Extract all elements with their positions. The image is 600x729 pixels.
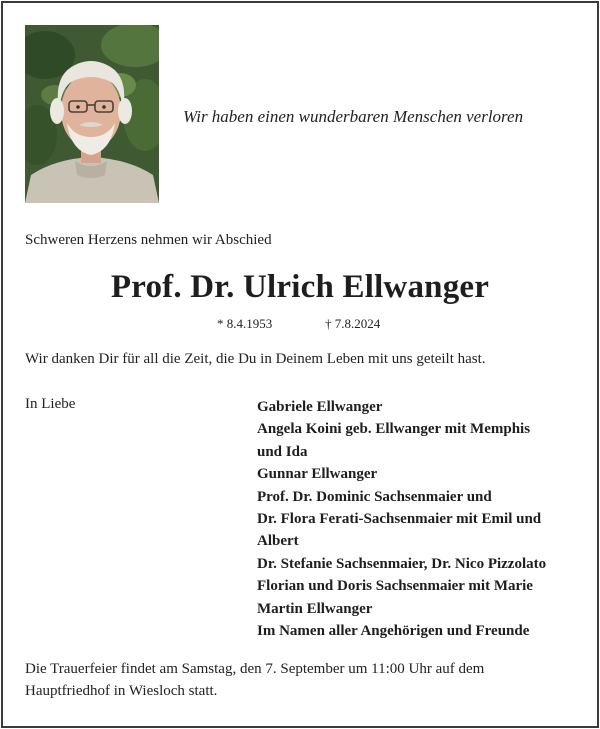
mourner-line: Dr. Stefanie Sachsenmaier, Dr. Nico Pizzolato	[257, 555, 547, 572]
funeral-line-2: Hauptfriedhof in Wiesloch statt.	[25, 683, 218, 699]
birth-date: * 8.4.1953	[217, 316, 273, 331]
mourner-line: Dr. Flora Ferati-Sachsenmaier mit Emil und	[257, 511, 542, 528]
funeral-notice	[25, 658, 585, 702]
portrait-photo	[25, 25, 159, 203]
mourner-line: Prof. Dr. Dominic Sachsenmaier und	[257, 488, 492, 505]
mourner-line: Gabriele Ellwanger	[257, 399, 383, 415]
mourner-line: Gunnar Ellwanger	[257, 466, 378, 483]
mourner-line: Albert	[257, 533, 299, 550]
death-date: † 7.8.2024	[325, 316, 381, 331]
mourner-line: und Ida	[257, 443, 308, 460]
motto: Wir haben einen wunderbaren Menschen verloren	[183, 107, 524, 126]
mourner-line: Angela Koini geb. Ellwanger mit Memphis	[257, 421, 531, 438]
obituary-frame	[1, 1, 599, 728]
deceased-name: Prof. Dr. Ulrich Ellwanger	[110, 269, 490, 305]
mourner-line: Im Namen aller Angehörigen und Freunde	[257, 623, 530, 640]
intro-text: Schweren Herzens nehmen wir Abschied	[25, 232, 272, 248]
closing-phrase: In Liebe	[25, 396, 76, 412]
funeral-line-1: Die Trauerfeier findet am Samstag, den 7. September um 11:00 Uhr auf dem	[25, 661, 485, 677]
mourners-list	[257, 396, 577, 642]
mourner-line: Florian und Doris Sachsenmaier mit Marie	[257, 578, 533, 595]
thanks-text: Wir danken Dir für all die Zeit, die Du in Deinem Leben mit uns geteilt hast.	[25, 351, 486, 367]
mourner-line: Martin Ellwanger	[257, 600, 373, 617]
